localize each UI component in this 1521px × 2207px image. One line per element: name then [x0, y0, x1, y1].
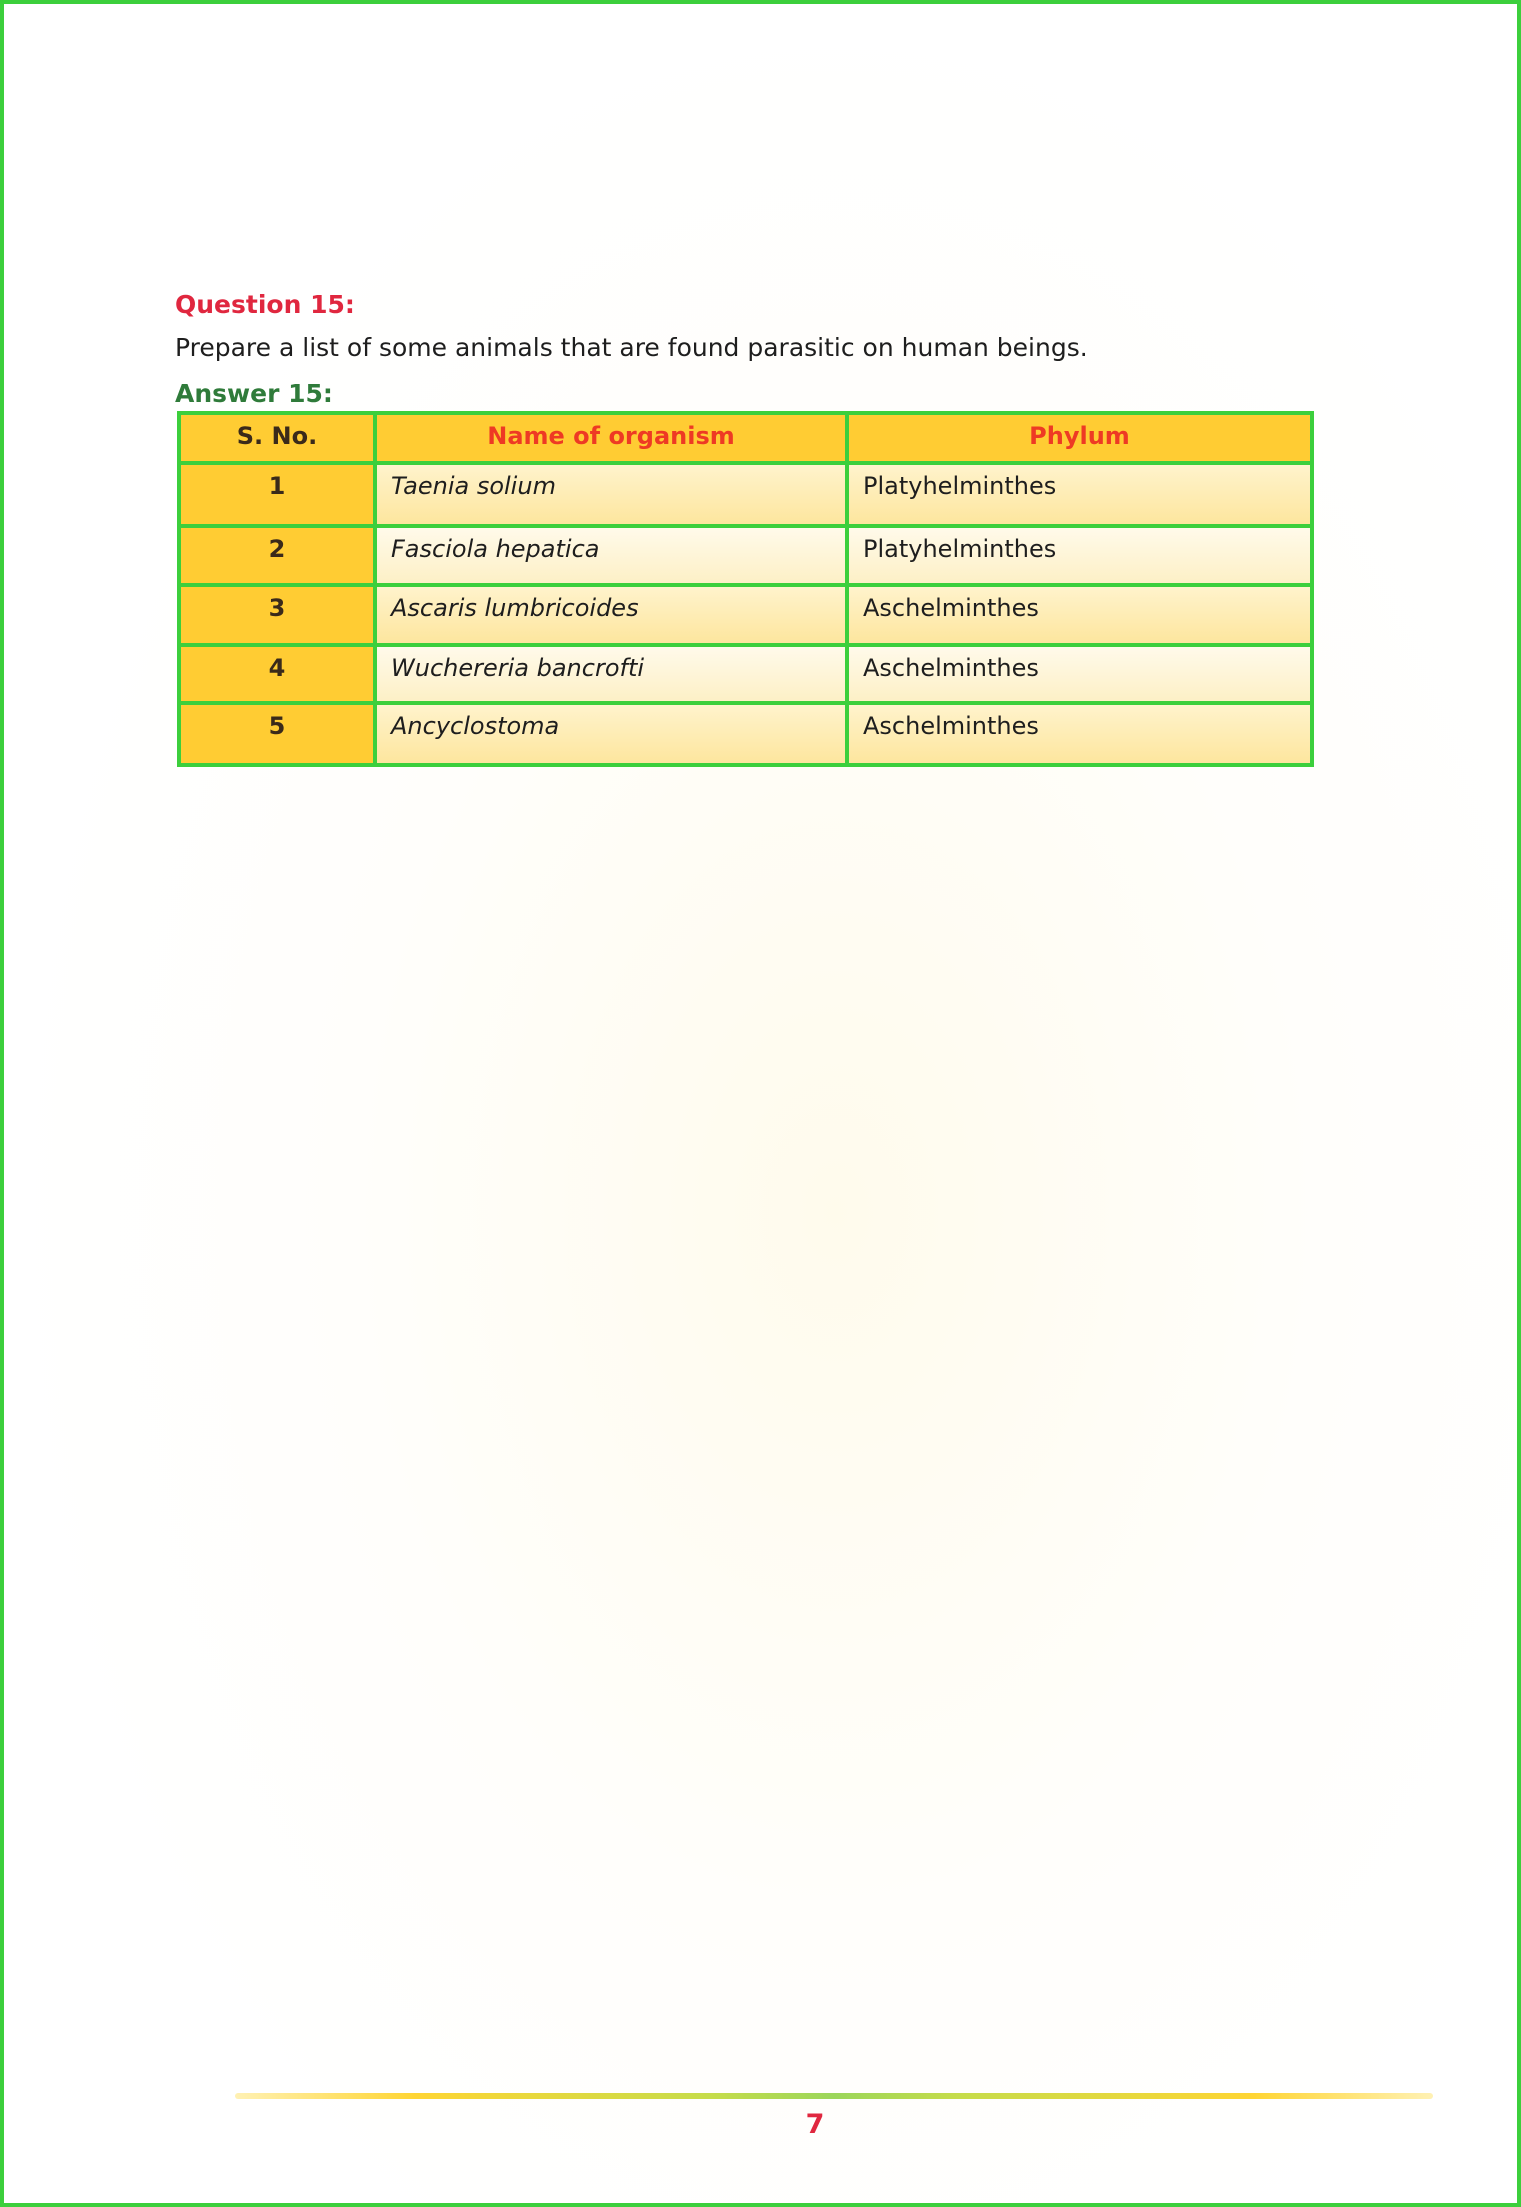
header-sno: S. No. — [179, 413, 375, 463]
cell-sno: 3 — [179, 585, 375, 645]
cell-phylum: Platyhelminthes — [847, 526, 1312, 585]
table-header-row — [179, 413, 1312, 463]
cell-sno: 5 — [179, 703, 375, 765]
cell-sno: 4 — [179, 645, 375, 703]
header-phylum: Phylum — [847, 413, 1312, 463]
page-content — [175, 285, 1315, 767]
cell-phylum: Aschelminthes — [847, 703, 1312, 765]
table-row — [179, 526, 1312, 585]
table-row — [179, 585, 1312, 645]
cell-phylum: Platyhelminthes — [847, 463, 1312, 526]
cell-organism-name: Ancyclostoma — [375, 703, 847, 765]
parasite-table — [177, 411, 1314, 767]
table-row — [179, 463, 1312, 526]
cell-phylum: Aschelminthes — [847, 645, 1312, 703]
cell-organism-name: Wuchereria bancrofti — [375, 645, 847, 703]
cell-organism-name: Taenia solium — [375, 463, 847, 526]
footer-divider — [235, 2093, 1433, 2099]
cell-organism-name: Ascaris lumbricoides — [375, 585, 847, 645]
answer-heading: Answer 15: — [175, 379, 333, 408]
cell-sno: 1 — [179, 463, 375, 526]
table-row — [179, 703, 1312, 765]
table-row — [179, 645, 1312, 703]
cell-organism-name: Fasciola hepatica — [375, 526, 847, 585]
question-heading: Question 15: — [175, 290, 355, 319]
cell-sno: 2 — [179, 526, 375, 585]
question-text: Prepare a list of some animals that are found parasitic on human beings. — [175, 333, 1088, 362]
header-name-of-organism: Name of organism — [375, 413, 847, 463]
page-number: 7 — [805, 2109, 825, 2140]
cell-phylum: Aschelminthes — [847, 585, 1312, 645]
